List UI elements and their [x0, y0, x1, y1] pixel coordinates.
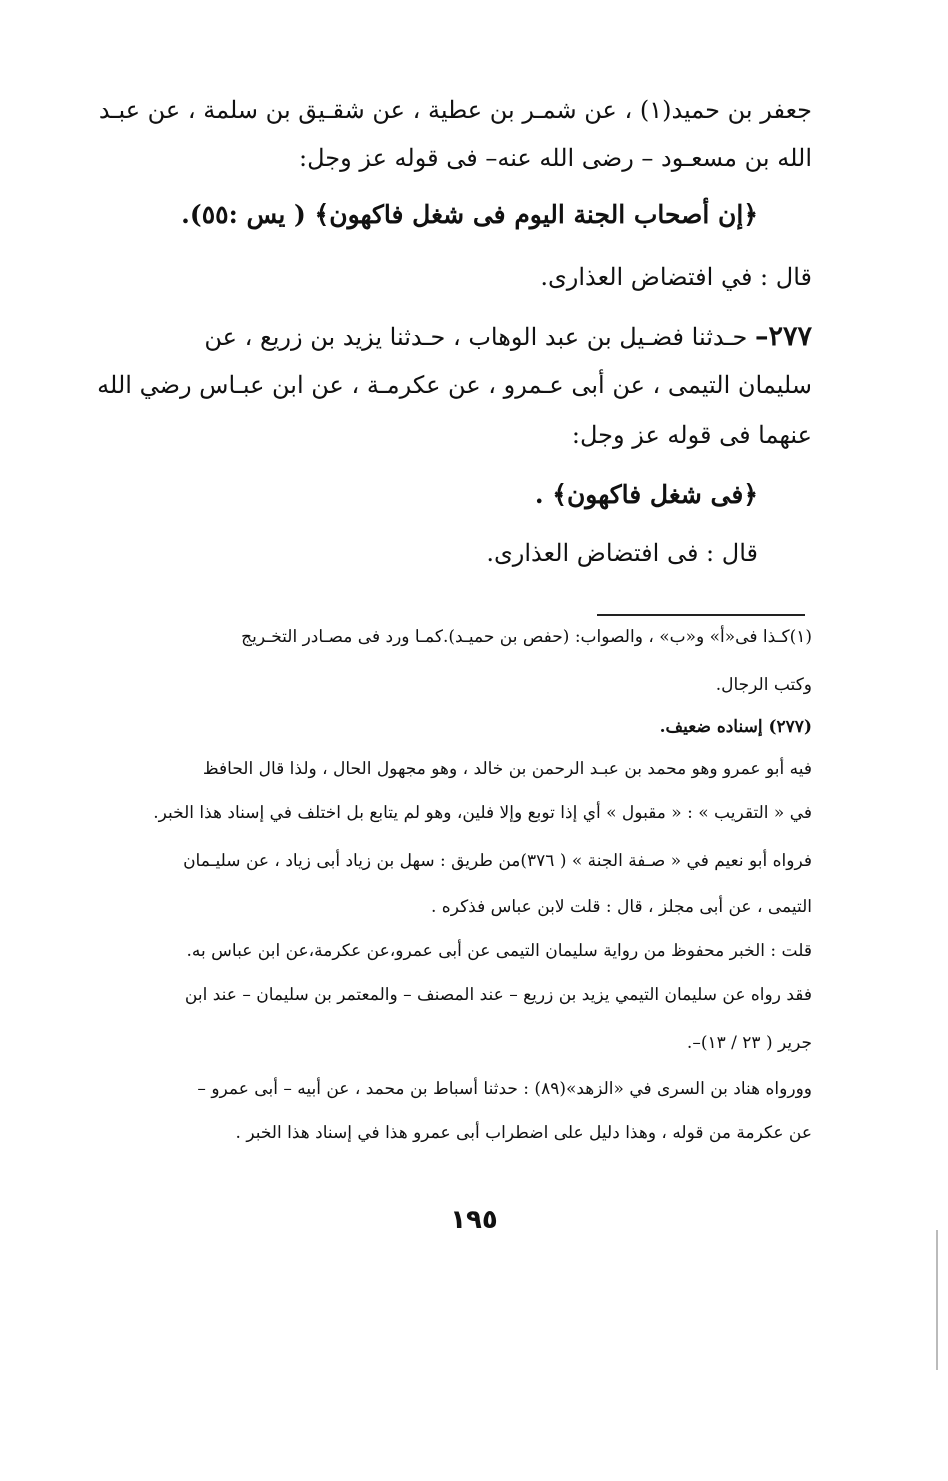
footnote-1-line-2: وكتب الرجال. — [715, 675, 812, 695]
footnote-277-p1-line-1: فيه أبو عمرو وهو محمد بن عبـد الرحمن بن خالد ، وهو مجهول الحال ، ولذا قال الحافظ — [202, 759, 812, 779]
footnote-277-p2-line-1: فرواه أبو نعيم في « صـفة الجنة » ( ٣٧٦)من طريق : سهل بن زياد أبى زياد ، عن سليـمان — [183, 851, 812, 871]
scan-edge-mark — [936, 1230, 938, 1370]
hadith-277-line-1 — [112, 322, 812, 352]
footnote-277-p4-line-1: فقد رواه عن سليمان التيمي يزيد بن زريع – عند المصنف – والمعتمر بن سليمان – عند ابن — [184, 985, 812, 1005]
footnote-separator — [597, 614, 805, 616]
hadith-text-1: حـدثنا فضـيل بن عبد الوهاب ، حـدثنا يزيد بن زريع ، عن — [204, 323, 748, 351]
footnote-277-p3-line-1: قلت : الخبر محفوظ من رواية سليمان التيمى عن أبى عمرو،عن عكرمة،عن ابن عباس به. — [186, 941, 812, 961]
hadith-number: ٢٧٧– — [754, 321, 812, 352]
hadith-277-line-3: عنهما فى قوله عز وجل: — [571, 421, 812, 449]
footnote-277-p5-line-1: وورواه هناد بن السرى في «الزهد»(٨٩) : حدثنا أسباط بن محمد ، عن أبيه – أبى عمرو – — [197, 1079, 812, 1099]
said-line-1: قال : في افتضاض العذارى. — [540, 263, 812, 291]
footnote-277-p5-line-2: عن عكرمة من قوله ، وهذا دليل على اضطراب أبى عمرو هذا في إسناد هذا الخبر . — [235, 1123, 812, 1143]
said-line-2: قال : فى افتضاض العذارى. — [486, 539, 758, 567]
page-number: ١٩٥ — [450, 1205, 498, 1235]
main-line-1: جعفر بن حميد(١) ، عن شمـر بن عطية ، عن شقـيق بن سلمة ، عن عبـد — [98, 96, 812, 124]
hadith-277-line-2: سليمان التيمى ، عن أبى عـمرو ، عن عكرمـة ، عن ابن عبـاس رضي الله — [97, 371, 812, 399]
main-line-2: الله بن مسعـود – رضى الله عنه– فى قوله عز وجل: — [299, 144, 812, 172]
footnote-277-p4-line-2: جرير ( ٢٣ / ١٣)–. — [686, 1033, 812, 1053]
quran-verse-1: ﴿إن أصحاب الجنة اليوم فى شغل فاكهون﴾ ( يس :٥٥). — [181, 200, 758, 229]
quran-verse-2: ﴿فى شغل فاكهون﴾ . — [534, 480, 758, 509]
footnote-277-heading: (٢٧٧) إسناده ضعيف. — [659, 717, 812, 737]
footnote-1-line-1: (١)كـذا فى«أ» و«ب» ، والصواب: (حفص بن حميـد).كمـا ورد فى مصـادر التخـريج — [241, 627, 812, 647]
footnote-277-p2-line-2: التيمى ، عن أبى مجلز ، قال : قلت لابن عباس فذكره . — [430, 897, 812, 917]
footnote-277-p1-line-2: في « التقريب » : « مقبول » أي إذا توبع وإلا فلين، وهو لم يتابع بل اختلف في إسناد هذا الخبر. — [153, 803, 812, 823]
